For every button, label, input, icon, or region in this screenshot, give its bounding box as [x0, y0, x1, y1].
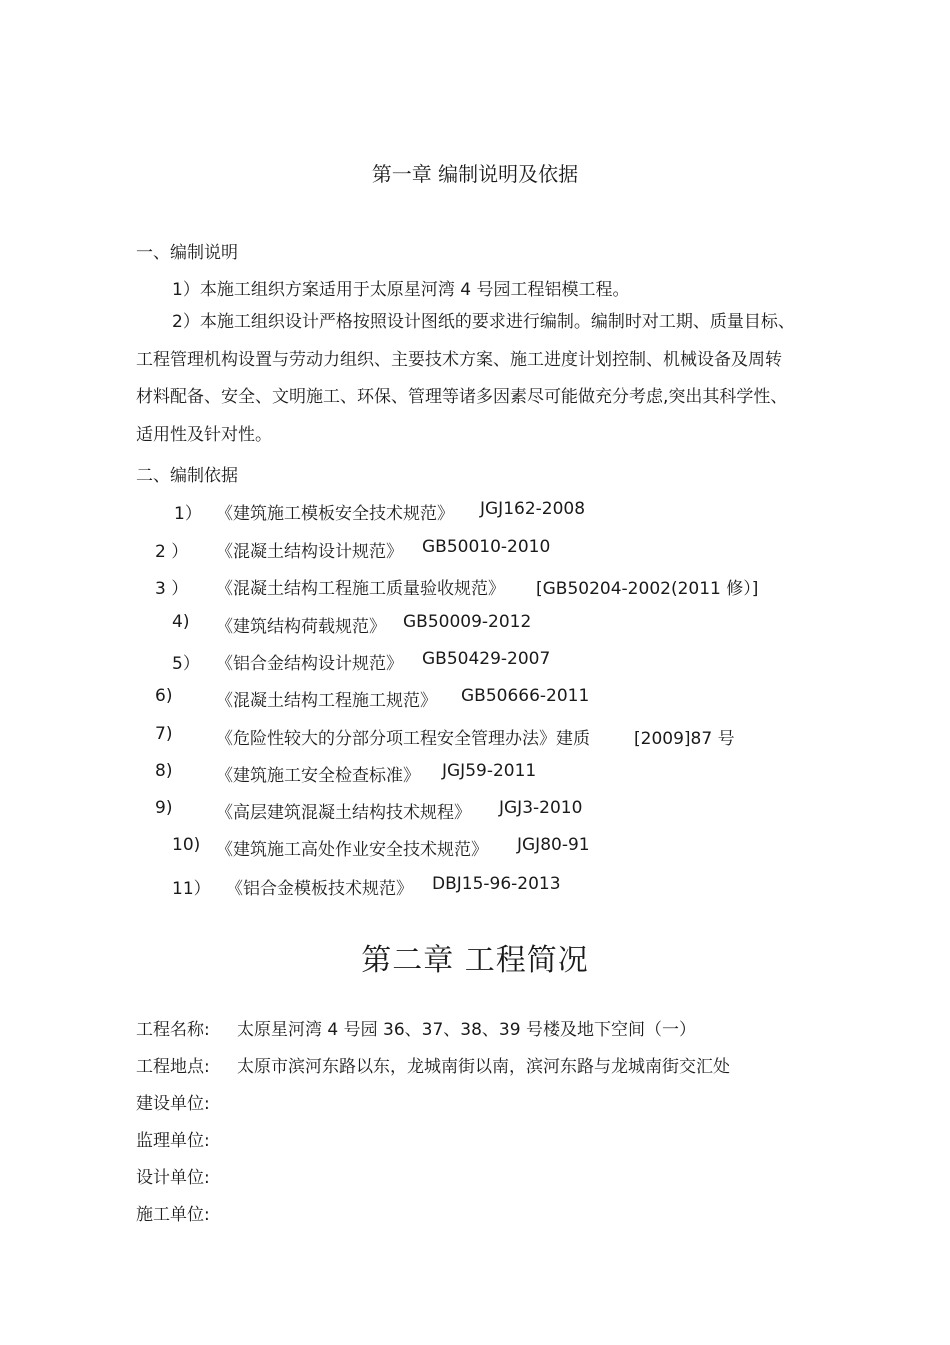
- field-label-owner: 建设单位:: [136, 1094, 210, 1114]
- chapter-1-title: 第一章 编制说明及依据: [371, 162, 579, 186]
- reference-code: JGJ3-2010: [499, 798, 583, 818]
- reference-title: 《建筑结构荷载规范》: [216, 617, 386, 637]
- reference-title: 《铝合金结构设计规范》: [216, 654, 403, 674]
- section-2-title: 二、编制依据: [136, 466, 238, 486]
- section-1-title: 一、编制说明: [136, 243, 238, 263]
- field-value-project-location: 太原市滨河东路以东，龙城南街以南，滨河东路与龙城南街交汇处: [237, 1057, 730, 1077]
- reference-code: GB50666-2011: [461, 686, 590, 706]
- field-label-project-location: 工程地点:: [136, 1057, 210, 1077]
- reference-code: JGJ59-2011: [442, 761, 537, 781]
- reference-number: 8): [155, 761, 173, 781]
- reference-number: 4): [172, 612, 190, 632]
- reference-number: 1）: [174, 504, 202, 524]
- reference-code: GB50429-2007: [422, 649, 551, 669]
- reference-code: JGJ80-91: [517, 835, 590, 855]
- reference-number: 11）: [172, 879, 211, 899]
- reference-title: 《建筑施工高处作业安全技术规范》: [216, 840, 488, 860]
- reference-title: 《混凝土结构工程施工规范》: [216, 691, 437, 711]
- field-label-supervisor: 监理单位:: [136, 1131, 210, 1151]
- reference-code: [2009]87 号: [634, 729, 735, 749]
- paragraph-item-2-text: 2）本施工组织设计严格按照设计图纸的要求进行编制。编制时对工期、质量目标、工程管理机构设置与劳动力组织、主要技术方案、施工进度计划控制、机械设备及周转材料配备、安全、文明施工、环保、管理等诸多因素尽可能做充分考虑,突出其科学性、适用性及针对性。: [136, 312, 795, 445]
- reference-code: [GB50204-2002(2011 修）]: [536, 579, 759, 599]
- reference-title: 《建筑施工安全检查标准》: [216, 766, 420, 786]
- reference-number: 2 ）: [155, 542, 189, 562]
- field-value-project-name: 太原星河湾 4 号园 36、37、38、39 号楼及地下空间（一）: [237, 1020, 696, 1040]
- reference-title: 《建筑施工模板安全技术规范》: [216, 504, 454, 524]
- paragraph-item-2: [136, 304, 796, 454]
- reference-number: 9): [155, 798, 173, 818]
- field-label-contractor: 施工单位:: [136, 1205, 210, 1225]
- paragraph-item-1: 1）本施工组织方案适用于太原星河湾 4 号园工程铝模工程。: [172, 280, 630, 300]
- reference-title: 《高层建筑混凝土结构技术规程》: [216, 803, 471, 823]
- reference-number: 6): [155, 686, 173, 706]
- field-label-project-name: 工程名称:: [136, 1020, 210, 1040]
- reference-code: GB50010-2010: [422, 537, 551, 557]
- reference-number: 3 ）: [155, 579, 189, 599]
- reference-number: 10): [172, 835, 201, 855]
- reference-number: 7): [155, 724, 173, 744]
- reference-title: 《混凝土结构设计规范》: [216, 542, 403, 562]
- reference-code: GB50009-2012: [403, 612, 532, 632]
- reference-title: 《铝合金模板技术规范》: [226, 879, 413, 899]
- reference-code: DBJ15-96-2013: [432, 874, 561, 894]
- field-label-designer: 设计单位:: [136, 1168, 210, 1188]
- reference-code: JGJ162-2008: [480, 499, 586, 519]
- reference-title: 《混凝土结构工程施工质量验收规范》: [216, 579, 505, 599]
- reference-number: 5）: [172, 654, 200, 674]
- chapter-2-title: 第二章 工程简况: [361, 943, 589, 978]
- reference-title: 《危险性较大的分部分项工程安全管理办法》建质: [216, 729, 590, 749]
